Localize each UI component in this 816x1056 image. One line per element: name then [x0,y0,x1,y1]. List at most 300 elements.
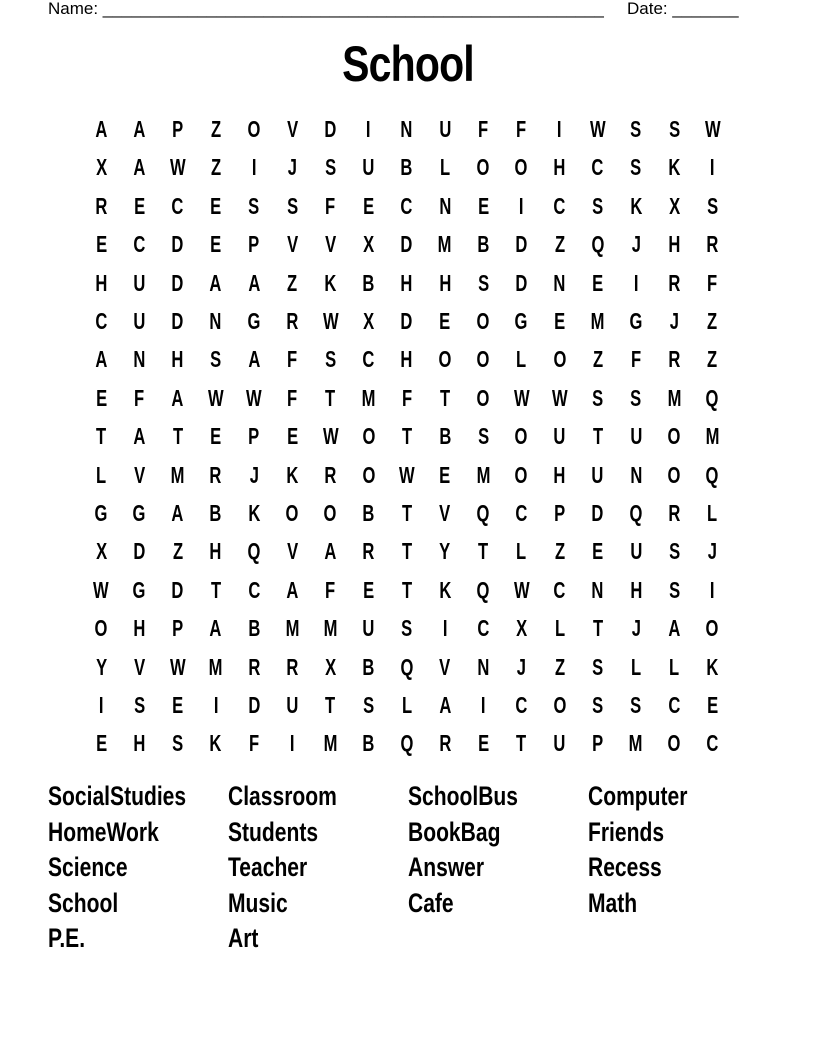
grid-cell[interactable] [655,494,693,532]
grid-cell[interactable] [120,456,158,494]
grid-cell[interactable] [197,302,235,340]
grid-cell[interactable] [311,686,349,724]
grid-cell[interactable] [502,686,540,724]
grid-cell[interactable] [426,148,464,186]
grid-cell[interactable] [197,187,235,225]
grid-cell[interactable] [158,110,196,148]
grid-cell[interactable] [311,494,349,532]
grid-cell[interactable] [197,494,235,532]
grid-cell[interactable] [120,264,158,302]
grid-cell[interactable] [693,187,731,225]
grid-cell[interactable] [273,225,311,263]
grid-cell[interactable] [349,340,387,378]
grid-cell[interactable] [388,571,426,609]
grid-cell[interactable] [426,456,464,494]
grid-cell[interactable] [426,187,464,225]
grid-cell[interactable] [655,571,693,609]
grid-cell[interactable] [502,609,540,647]
grid-cell[interactable] [273,148,311,186]
grid-cell[interactable] [349,609,387,647]
grid-cell[interactable] [349,686,387,724]
grid-cell[interactable] [120,417,158,455]
grid-cell[interactable] [197,148,235,186]
grid-cell[interactable] [540,648,578,686]
grid-cell[interactable] [388,417,426,455]
grid-cell[interactable] [693,264,731,302]
grid-cell[interactable] [579,532,617,570]
grid-cell[interactable] [82,417,120,455]
grid-cell[interactable] [235,571,273,609]
word-list-item [228,849,408,885]
grid-cell[interactable] [158,686,196,724]
grid-cell[interactable] [693,148,731,186]
grid-cell[interactable] [693,456,731,494]
grid-cell[interactable] [540,494,578,532]
grid-cell[interactable] [120,686,158,724]
grid-cell[interactable] [311,648,349,686]
grid-cell[interactable] [273,417,311,455]
grid-cell[interactable] [235,456,273,494]
grid-cell[interactable] [693,417,731,455]
grid-cell[interactable] [617,302,655,340]
grid-cell[interactable] [693,609,731,647]
grid-cell[interactable] [273,686,311,724]
grid-cell[interactable] [693,686,731,724]
grid-letter: T [96,423,107,450]
grid-cell[interactable] [197,264,235,302]
grid-cell[interactable] [464,609,502,647]
grid-cell[interactable] [655,686,693,724]
grid-cell[interactable] [82,225,120,263]
grid-cell[interactable] [540,302,578,340]
grid-cell[interactable] [311,264,349,302]
grid-cell[interactable] [579,379,617,417]
grid-cell[interactable] [120,494,158,532]
grid-cell[interactable] [617,609,655,647]
grid-cell[interactable] [464,494,502,532]
grid-cell[interactable] [426,417,464,455]
grid-cell[interactable] [349,187,387,225]
grid-cell[interactable] [464,532,502,570]
grid-cell[interactable] [197,340,235,378]
grid-cell[interactable] [426,379,464,417]
grid-cell[interactable] [655,148,693,186]
grid-cell[interactable] [655,648,693,686]
grid-cell[interactable] [197,225,235,263]
grid-cell[interactable] [158,417,196,455]
grid-cell[interactable] [426,340,464,378]
grid-cell[interactable] [197,609,235,647]
grid-cell[interactable] [617,648,655,686]
grid-cell[interactable] [388,110,426,148]
grid-cell[interactable] [235,494,273,532]
grid-cell[interactable] [197,571,235,609]
grid-cell[interactable] [311,609,349,647]
grid-cell[interactable] [158,724,196,762]
grid-cell[interactable] [388,609,426,647]
grid-cell[interactable] [82,648,120,686]
grid-cell[interactable] [273,609,311,647]
grid-cell[interactable] [540,379,578,417]
grid-cell[interactable] [693,571,731,609]
grid-cell[interactable] [82,110,120,148]
grid-cell[interactable] [655,379,693,417]
grid-cell[interactable] [579,609,617,647]
grid-cell[interactable] [426,609,464,647]
grid-cell[interactable] [579,225,617,263]
grid-cell[interactable] [388,494,426,532]
grid-cell[interactable] [349,494,387,532]
grid-cell[interactable] [349,417,387,455]
grid-cell[interactable] [502,379,540,417]
grid-cell[interactable] [349,456,387,494]
grid-cell[interactable] [311,187,349,225]
grid-cell[interactable] [502,225,540,263]
grid-cell[interactable] [273,110,311,148]
grid-cell[interactable] [158,225,196,263]
grid-cell[interactable] [655,609,693,647]
grid-cell[interactable] [197,379,235,417]
grid-cell[interactable] [273,724,311,762]
grid-letter: J [249,461,259,488]
grid-cell[interactable] [464,571,502,609]
grid-cell[interactable] [158,264,196,302]
grid-cell[interactable] [349,571,387,609]
grid-cell[interactable] [388,340,426,378]
grid-cell[interactable] [235,225,273,263]
grid-cell[interactable] [693,225,731,263]
grid-cell[interactable] [464,302,502,340]
grid-cell[interactable] [426,724,464,762]
grid-cell[interactable] [579,456,617,494]
grid-cell[interactable] [158,187,196,225]
grid-letter: Q [247,538,261,565]
grid-cell[interactable] [579,187,617,225]
grid-cell[interactable] [540,724,578,762]
grid-cell[interactable] [540,456,578,494]
grid-cell[interactable] [273,571,311,609]
date-field-label[interactable]: Date: _______ [627,0,739,18]
grid-cell[interactable] [426,225,464,263]
grid-cell[interactable] [235,264,273,302]
grid-cell[interactable] [311,302,349,340]
grid-cell[interactable] [693,110,731,148]
grid-cell[interactable] [617,340,655,378]
grid-cell[interactable] [464,340,502,378]
grid-cell[interactable] [311,148,349,186]
grid-cell[interactable] [235,724,273,762]
grid-cell[interactable] [235,532,273,570]
grid-cell[interactable] [349,648,387,686]
grid-cell[interactable] [311,379,349,417]
grid-cell[interactable] [617,225,655,263]
grid-cell[interactable] [82,609,120,647]
grid-cell[interactable] [693,340,731,378]
grid-cell[interactable] [579,110,617,148]
grid-cell[interactable] [158,571,196,609]
grid-cell[interactable] [235,417,273,455]
grid-cell[interactable] [349,264,387,302]
grid-cell[interactable] [273,340,311,378]
grid-cell[interactable] [388,225,426,263]
grid-cell[interactable] [617,264,655,302]
grid-cell[interactable] [502,187,540,225]
grid-cell[interactable] [579,648,617,686]
grid-cell[interactable] [579,494,617,532]
grid-letter: U [133,308,146,334]
grid-cell[interactable] [617,110,655,148]
grid-cell[interactable] [158,340,196,378]
grid-cell[interactable] [120,187,158,225]
grid-cell[interactable] [540,225,578,263]
grid-cell[interactable] [82,264,120,302]
grid-cell[interactable] [579,571,617,609]
grid-cell[interactable] [388,686,426,724]
grid-cell[interactable] [579,302,617,340]
grid-cell[interactable] [464,724,502,762]
grid-cell[interactable] [540,264,578,302]
grid-cell[interactable] [235,148,273,186]
grid-cell[interactable] [158,302,196,340]
grid-cell[interactable] [388,148,426,186]
grid-cell[interactable] [82,532,120,570]
grid-cell[interactable] [273,494,311,532]
grid-cell[interactable] [655,724,693,762]
grid-cell[interactable] [311,456,349,494]
grid-cell[interactable] [426,686,464,724]
grid-cell[interactable] [617,724,655,762]
grid-cell[interactable] [617,379,655,417]
grid-cell[interactable] [82,571,120,609]
grid-cell[interactable] [502,532,540,570]
grid-cell[interactable] [388,302,426,340]
grid-cell[interactable] [655,417,693,455]
grid-cell[interactable] [120,609,158,647]
grid-cell[interactable] [540,571,578,609]
grid-cell[interactable] [349,532,387,570]
grid-cell[interactable] [579,686,617,724]
grid-cell[interactable] [82,686,120,724]
grid-cell[interactable] [197,686,235,724]
grid-cell[interactable] [655,187,693,225]
grid-cell[interactable] [82,340,120,378]
grid-cell[interactable] [655,225,693,263]
grid-cell[interactable] [502,148,540,186]
grid-cell[interactable] [579,148,617,186]
grid-cell[interactable] [235,379,273,417]
grid-cell[interactable] [349,110,387,148]
grid-cell[interactable] [464,148,502,186]
grid-cell[interactable] [311,532,349,570]
grid-cell[interactable] [693,379,731,417]
grid-cell[interactable] [693,648,731,686]
grid-cell[interactable] [82,302,120,340]
grid-cell[interactable] [579,417,617,455]
grid-cell[interactable] [158,648,196,686]
grid-cell[interactable] [464,417,502,455]
grid-cell[interactable] [502,494,540,532]
grid-cell[interactable] [388,532,426,570]
grid-cell[interactable] [120,225,158,263]
grid-cell[interactable] [502,264,540,302]
grid-cell[interactable] [158,379,196,417]
grid-cell[interactable] [158,456,196,494]
grid-cell[interactable] [388,648,426,686]
grid-cell[interactable] [120,532,158,570]
grid-cell[interactable] [235,302,273,340]
grid-cell[interactable] [502,724,540,762]
name-field-label[interactable]: Name: _____________________________________________________ [48,0,604,18]
grid-cell[interactable] [311,340,349,378]
grid-cell[interactable] [617,417,655,455]
grid-cell[interactable] [464,187,502,225]
grid-cell[interactable] [120,571,158,609]
grid-cell[interactable] [655,340,693,378]
grid-cell[interactable] [120,302,158,340]
grid-cell[interactable] [273,456,311,494]
grid-cell[interactable] [579,264,617,302]
grid-cell[interactable] [655,264,693,302]
grid-cell[interactable] [388,187,426,225]
grid-cell[interactable] [502,571,540,609]
grid-cell[interactable] [235,609,273,647]
grid-letter: U [286,692,299,718]
grid-cell[interactable] [120,340,158,378]
grid-cell[interactable] [426,532,464,570]
grid-cell[interactable] [197,532,235,570]
grid-cell[interactable] [82,187,120,225]
grid-cell[interactable] [82,148,120,186]
grid-cell[interactable] [349,225,387,263]
grid-cell[interactable] [502,340,540,378]
grid-cell[interactable] [273,532,311,570]
grid-cell[interactable] [540,532,578,570]
grid-cell[interactable] [311,571,349,609]
grid-cell[interactable] [693,532,731,570]
grid-cell[interactable] [120,110,158,148]
grid-cell[interactable] [120,724,158,762]
grid-cell[interactable] [502,302,540,340]
grid-cell[interactable] [197,648,235,686]
grid-cell[interactable] [388,456,426,494]
grid-cell[interactable] [693,724,731,762]
grid-cell[interactable] [197,456,235,494]
grid-cell[interactable] [311,110,349,148]
grid-cell[interactable] [655,110,693,148]
grid-cell[interactable] [502,648,540,686]
grid-cell[interactable] [82,724,120,762]
grid-cell[interactable] [388,264,426,302]
grid-cell[interactable] [464,225,502,263]
grid-cell[interactable] [82,456,120,494]
grid-cell[interactable] [82,379,120,417]
grid-cell[interactable] [158,532,196,570]
grid-cell[interactable] [235,340,273,378]
grid-cell[interactable] [617,148,655,186]
grid-cell[interactable] [617,494,655,532]
grid-cell[interactable] [426,571,464,609]
grid-cell[interactable] [655,532,693,570]
word-list-text: Teacher [228,852,308,883]
grid-cell[interactable] [540,187,578,225]
grid-letter: E [210,192,222,219]
grid-cell[interactable] [464,456,502,494]
grid-cell[interactable] [426,302,464,340]
grid-cell[interactable] [273,187,311,225]
grid-cell[interactable] [158,148,196,186]
grid-cell[interactable] [120,379,158,417]
grid-cell[interactable] [120,648,158,686]
grid-cell[interactable] [197,110,235,148]
grid-cell[interactable] [502,417,540,455]
grid-cell[interactable] [655,456,693,494]
grid-cell[interactable] [426,494,464,532]
grid-cell[interactable] [197,724,235,762]
grid-cell[interactable] [502,456,540,494]
grid-cell[interactable] [540,609,578,647]
grid-cell[interactable] [693,302,731,340]
grid-cell[interactable] [426,110,464,148]
grid-cell[interactable] [464,686,502,724]
grid-cell[interactable] [158,609,196,647]
grid-cell[interactable] [617,456,655,494]
grid-cell[interactable] [579,724,617,762]
grid-cell[interactable] [617,571,655,609]
grid-cell[interactable] [82,494,120,532]
grid-cell[interactable] [540,148,578,186]
grid-cell[interactable] [426,264,464,302]
grid-cell[interactable] [273,264,311,302]
grid-cell[interactable] [349,148,387,186]
grid-cell[interactable] [540,686,578,724]
grid-cell[interactable] [540,340,578,378]
grid-cell[interactable] [311,225,349,263]
grid-cell[interactable] [311,724,349,762]
grid-cell[interactable] [235,110,273,148]
grid-cell[interactable] [388,379,426,417]
grid-cell[interactable] [579,340,617,378]
grid-cell[interactable] [502,110,540,148]
grid-cell[interactable] [388,724,426,762]
grid-cell[interactable] [426,648,464,686]
grid-cell[interactable] [540,417,578,455]
grid-cell[interactable] [464,264,502,302]
grid-cell[interactable] [464,110,502,148]
grid-cell[interactable] [349,724,387,762]
grid-cell[interactable] [311,417,349,455]
grid-cell[interactable] [693,494,731,532]
grid-cell[interactable] [349,302,387,340]
grid-cell[interactable] [273,379,311,417]
grid-cell[interactable] [273,648,311,686]
grid-cell[interactable] [617,686,655,724]
grid-cell[interactable] [655,302,693,340]
grid-cell[interactable] [540,110,578,148]
grid-cell[interactable] [349,379,387,417]
grid-cell[interactable] [158,494,196,532]
grid-cell[interactable] [464,379,502,417]
grid-cell[interactable] [617,532,655,570]
grid-cell[interactable] [464,648,502,686]
grid-cell[interactable] [120,148,158,186]
grid-cell[interactable] [235,187,273,225]
grid-cell[interactable] [235,648,273,686]
grid-cell[interactable] [197,417,235,455]
word-list-item [48,885,228,921]
grid-cell[interactable] [617,187,655,225]
grid-cell[interactable] [235,686,273,724]
grid-cell[interactable] [273,302,311,340]
